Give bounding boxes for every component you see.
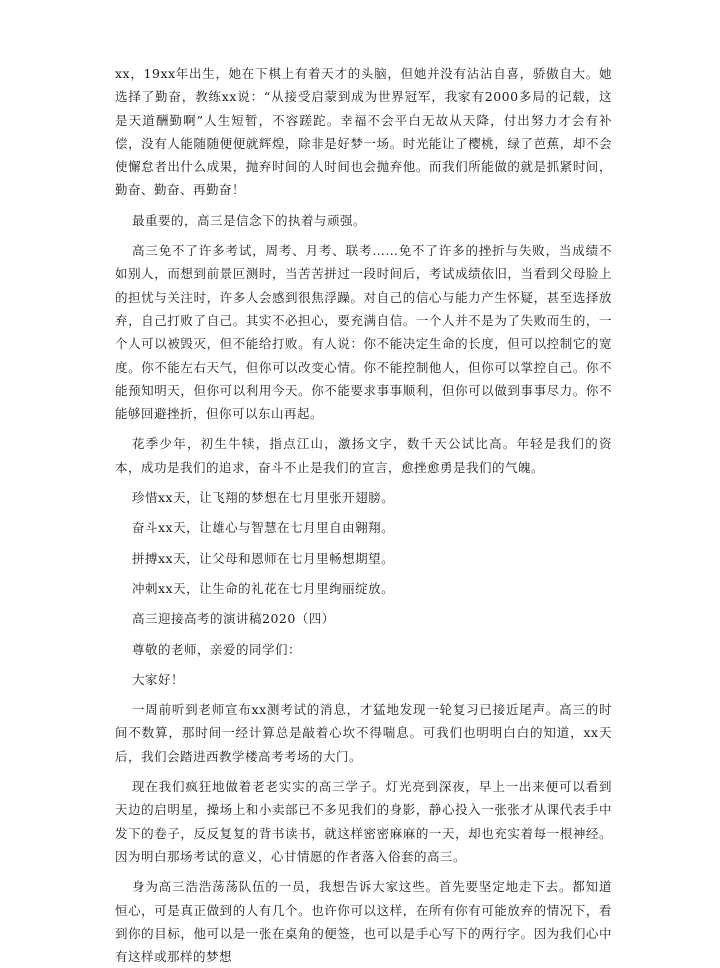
paragraph-1: xx，19xx年出生，她在下棋上有着天才的头脑，但她并没有沾沾自喜，骄傲自大。她选择了勤奋，教练xx说：“从接受启蒙到成为世界冠军，我家有2000多局的记载，这是天道酬勤啊”人生短暂，不容蹉跎。幸福不会平白无故从天降，付出努力才会有补偿，没有人能随随便便就辉煌，除非是好梦一场。时光能让了樱桃，绿了芭蕉，却不会使懈怠者出什么成果，抛弃时间的人时间也会抛弃他。而我们所能做的就是抓紧时间，勤奋、勤奋、再勤奋！ — [115, 66, 612, 198]
paragraph-9: 一周前听到老师宣布xx测考试的消息，才猛地发现一轮复习已接近尾声。高三的时间不数算，那时间一经计算总是敲着心坎不得喘息。可我们也明明白白的知道，xx天后，我们会踏进西教学楼高考考场的大门。 — [115, 702, 612, 764]
paragraph-6: 奋斗xx天，让雄心与智慧在七月里自由翱翔。 — [132, 520, 395, 536]
document-page — [115, 62, 612, 968]
paragraph-2: 最重要的，高三是信念下的执着与顽强。 — [132, 212, 367, 228]
paragraph-4: 花季少年，初生牛犊，指点江山，激扬文字，数千天公试比高。年轻是我们的资本，成功是我们的追求，奋斗不止是我们的宣言，愈挫愈勇是我们的气魄。 — [115, 436, 612, 475]
section-heading: 高三迎接高考的演讲稿2020（四） — [132, 611, 335, 627]
paragraph-5: 珍惜xx天，让飞翔的梦想在七月里张开翅膀。 — [132, 490, 395, 506]
paragraph-10: 现在我们疯狂地做着老老实实的高三学子。灯光亮到深夜，早上一出来便可以看到天边的启明星，操场上和小卖部已不多见我们的身影，静心投入一张张才从课代表手中发下的卷子，反反复复的背书读书，就这样密密麻麻的一天，却也充实着每一根神经。因为明白那场考试的意义，心甘情愿的作者落入俗套的高三。 — [115, 779, 612, 864]
salutation: 尊敬的老师，亲爱的同学们： — [132, 641, 302, 657]
paragraph-11: 身为高三浩浩荡荡队伍的一员，我想告诉大家这些。首先要坚定地走下去。都知道恒心，可是真正做到的人有几个。也许你可以这样，在所有你有可能放弃的情况下，看到你的目标，他可以是一张在桌角的便签，也可以是手心写下的两行字。因为我们心中有这样或那样的梦想 — [115, 879, 612, 965]
paragraph-7: 拼搏xx天，让父母和恩师在七月里畅想期望。 — [132, 550, 395, 566]
paragraph-8: 冲刺xx天，让生命的礼花在七月里绚丽绽放。 — [132, 580, 395, 596]
paragraph-3: 高三免不了许多考试，周考、月考、联考……免不了许多的挫折与失败，当成绩不如别人，而想到前景叵测时，当苦苦拼过一段时间后，考试成绩依旧，当看到父母脸上的担忧与关注时，许多人会感到很焦浮躁。对自己的信心与能力产生怀疑，甚至选择放弃，自己打败了自己。其实不必担心，要充满自信。一个人并不是为了失败而生的，一个人可以被毁灭，但不能给打败。有人说：你不能决定生命的长度，但可以控制它的宽度。你不能左右天气，但你可以改变心情。你不能控制他人，但你可以掌控自己。你不能预知明天，但你可以利用今天。你不能要求事事顺利，但你可以做到事事尽力。你不能够回避挫折，但你可以东山再起。 — [115, 243, 612, 422]
greeting: 大家好！ — [132, 671, 185, 687]
